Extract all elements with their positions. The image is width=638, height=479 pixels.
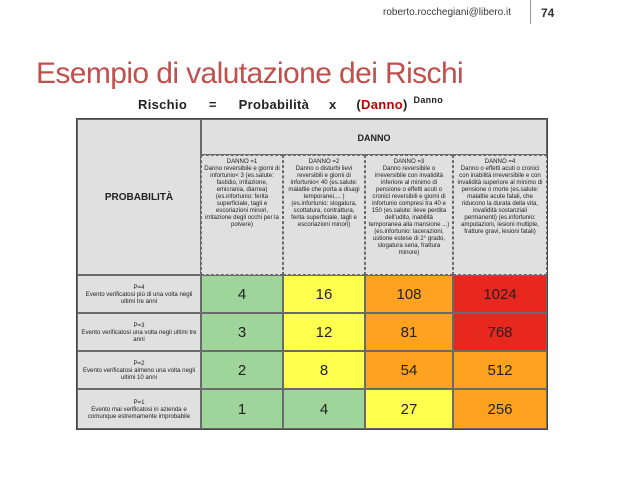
risk-cell: 16 xyxy=(283,275,365,313)
risk-cell: 54 xyxy=(365,351,453,389)
slide-title: Esempio di valutazione dei Rischi xyxy=(36,57,464,90)
header-divider xyxy=(530,0,531,24)
row-probability: P=4 xyxy=(133,283,145,291)
column-header-danno-2 xyxy=(283,155,365,275)
risk-cell: 1024 xyxy=(453,275,547,313)
formula-close-paren: ) xyxy=(402,97,408,112)
column-description: Danno reversibile e giorni di infortunio< 3 (es.salute: fastidio, irritazione, emicrania, diarrea) (es.infortunio: ferita superficiale, tagli e escoriazioni minori, irritazione degli occhi per la polvere) xyxy=(204,165,280,228)
formula-exponent: Danno xyxy=(413,95,444,105)
danno-header xyxy=(201,119,547,155)
probabilita-label: PROBABILITÀ xyxy=(104,191,174,203)
risk-cell: 12 xyxy=(283,313,365,351)
danno-header-label: DANNO xyxy=(357,133,391,143)
column-description: Danno o disturbi lievi reversibili e giorni di infortunio< 40 (es.salute: malattie che porta a disagi temporanei,... ) (es.infortunio: slogatura, scottatura, contrattura, ferita superficiale, tagli e escoriazioni minori) xyxy=(288,165,360,228)
column-header-danno-1 xyxy=(201,155,283,275)
column-title: DANNO =1 xyxy=(226,158,258,165)
row-header-p3 xyxy=(77,313,201,351)
column-title: DANNO =3 xyxy=(393,158,425,165)
risk-cell: 3 xyxy=(201,313,283,351)
risk-cell: 512 xyxy=(453,351,547,389)
formula-danno: Danno xyxy=(361,97,403,112)
column-description: Danno o effetti acuti o cronici con inabilità irreversibile e con invalidità superiore al minimo di pensione o morte (es.salute: malattie acute fatali, che riducono la durata della vita, invalidità sostanziali permanenti) (es.infortunio: amputazioni, lesioni multiple, fratture gravi, lesioni fatali) xyxy=(457,165,543,235)
formula-times: x xyxy=(328,97,337,112)
column-header-danno-4 xyxy=(453,155,547,275)
slide-header xyxy=(0,0,638,24)
formula-rischio: Rischio xyxy=(138,97,188,112)
formula-equals: = xyxy=(208,97,217,112)
risk-cell: 81 xyxy=(365,313,453,351)
risk-matrix xyxy=(76,118,548,430)
probabilita-header xyxy=(77,119,201,275)
row-description: Evento mai verificatosi in azienda e comunque estremamente improbabile xyxy=(87,405,191,420)
formula-open-paren: ( xyxy=(356,97,361,112)
page-number: 74 xyxy=(541,6,555,20)
row-header-p1 xyxy=(77,389,201,429)
row-header-p2 xyxy=(77,351,201,389)
risk-cell: 8 xyxy=(283,351,365,389)
row-probability: P=2 xyxy=(133,359,145,367)
formula-probabilita: Probabilità xyxy=(238,97,310,112)
risk-cell: 256 xyxy=(453,389,547,429)
row-probability: P=3 xyxy=(133,321,145,329)
column-title: DANNO =2 xyxy=(308,158,340,165)
author-email: roberto.rocchegiani@libero.it xyxy=(383,7,511,18)
row-probability: P=1 xyxy=(133,398,145,406)
risk-cell: 2 xyxy=(201,351,283,389)
risk-formula xyxy=(138,97,443,112)
column-title: DANNO =4 xyxy=(484,158,516,165)
risk-cell: 1 xyxy=(201,389,283,429)
risk-cell: 768 xyxy=(453,313,547,351)
column-header-danno-3 xyxy=(365,155,453,275)
row-header-p4 xyxy=(77,275,201,313)
risk-cell: 4 xyxy=(283,389,365,429)
row-description: Evento verificatosi più di una volta negli ultimi tre anni xyxy=(85,290,193,305)
risk-cell: 108 xyxy=(365,275,453,313)
row-description: Evento verificatosi una volta negli ultimi tre anni xyxy=(81,328,197,343)
risk-cell: 4 xyxy=(201,275,283,313)
risk-cell: 27 xyxy=(365,389,453,429)
row-description: Evento verificatosi almeno una volta negli ultimi 10 anni xyxy=(82,366,196,381)
column-description: Danno reversibile o irreversibile con invalidità inferiore al minimo di pensione o effetti acuti o cronici reversibili e giorni di infortunio compresi tra 40 e 150 (es.salute: lieve perdita dell'udito, inabilità temporanea alla mansione ...) (es.infortunio: lacerazioni, ustione estese di 2° grado, slogatura seria, frattura minore) xyxy=(368,165,450,256)
